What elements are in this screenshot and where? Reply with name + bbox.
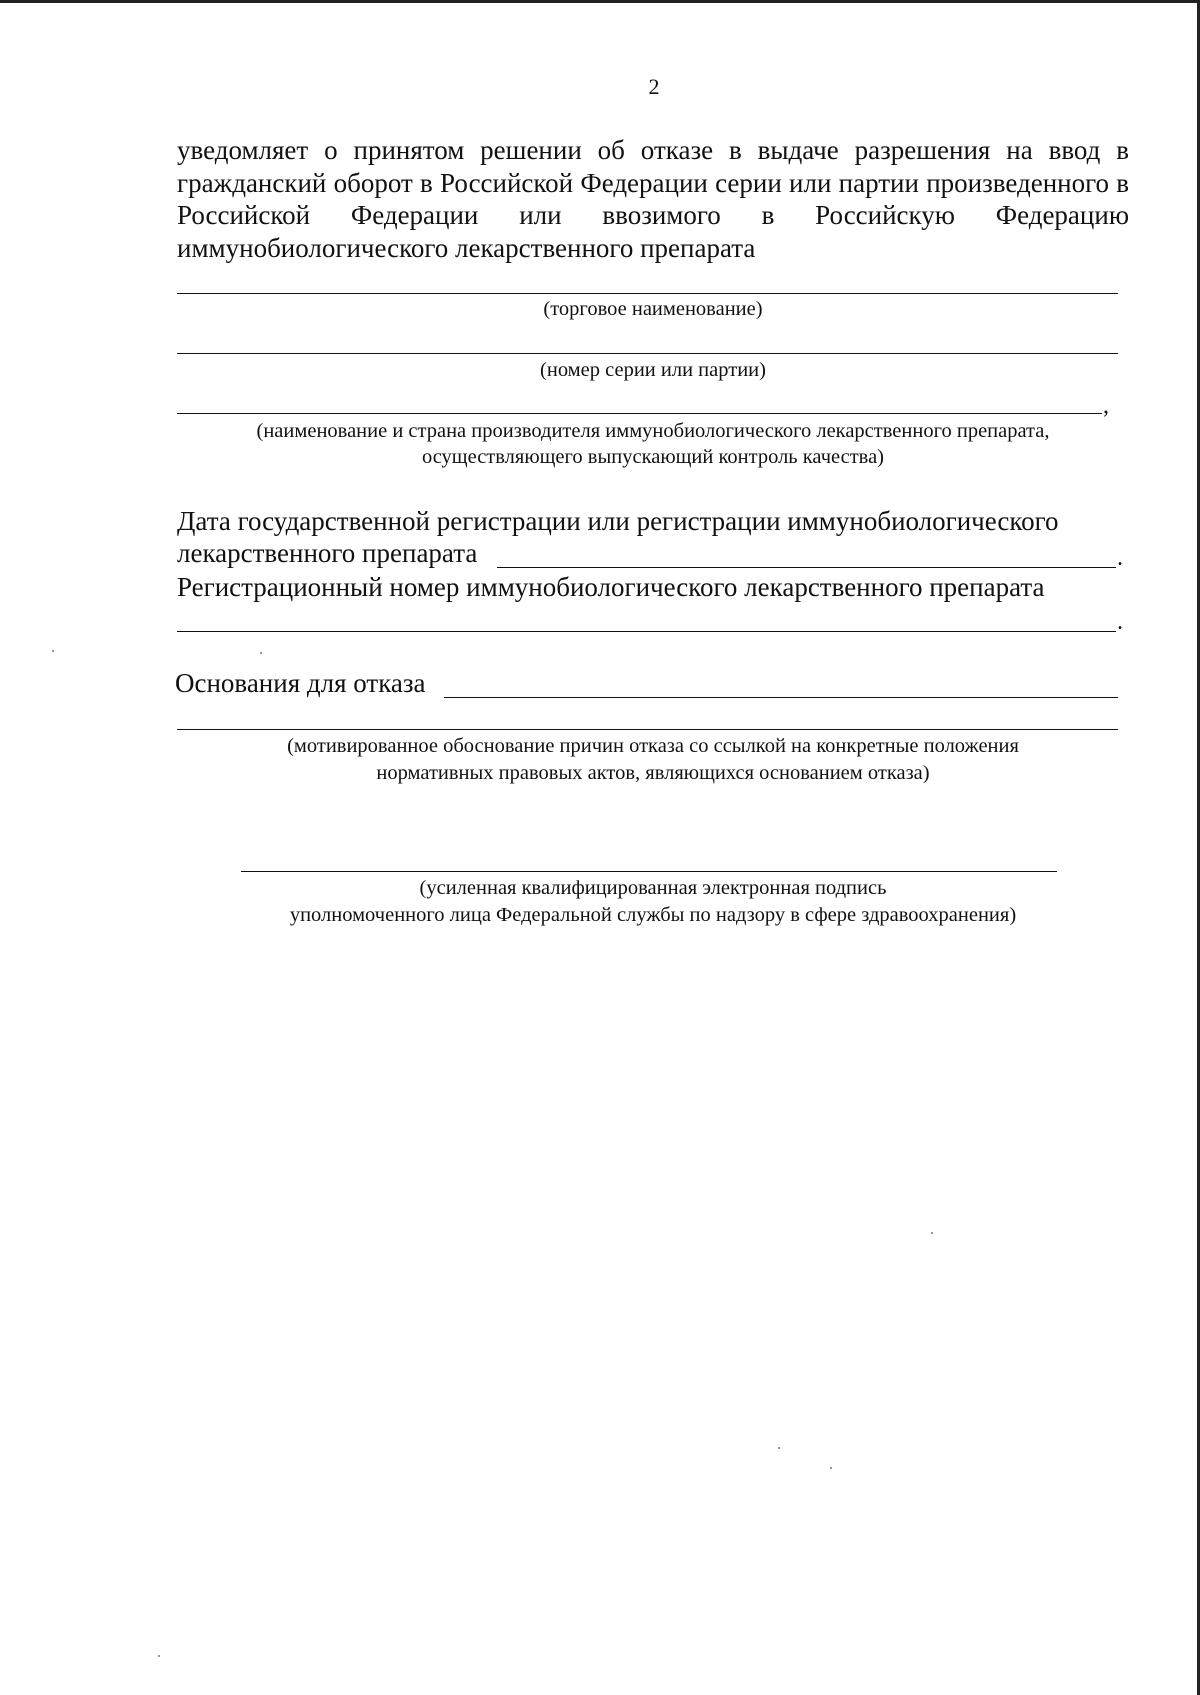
batch-number-line bbox=[177, 353, 1118, 354]
trade-name-caption: (торговое наименование) bbox=[543, 298, 763, 320]
registration-date-label-line2: лекарственного препарата bbox=[177, 538, 478, 568]
manufacturer-line bbox=[177, 413, 1102, 414]
scan-speck bbox=[158, 1655, 160, 1657]
refusal-grounds-line1 bbox=[444, 697, 1118, 698]
scan-speck bbox=[830, 1467, 832, 1469]
registration-number-label: Регистрационный номер иммунобиологического лекарственного препарата bbox=[177, 572, 1045, 602]
registration-date-label-line1: Дата государственной регистрации или регистрации иммунобиологического bbox=[177, 506, 1059, 536]
manufacturer-line-comma: , bbox=[1103, 393, 1109, 419]
scan-speck bbox=[260, 652, 262, 654]
registration-date-line bbox=[497, 567, 1116, 568]
registration-date-period: . bbox=[1117, 545, 1123, 571]
refusal-grounds-line2 bbox=[177, 729, 1118, 730]
intro-paragraph: уведомляет о принятом решении об отказе в выдаче разрешения на ввод в гражданский оборот в Российской Федерации серии или партии произведенного в Российской Федерации или ввозимого в Российскую Федерацию иммунобиологического лекарственного препарата bbox=[177, 135, 1129, 263]
signature-caption-line2: уполномоченного лица Федеральной службы по надзору в сфере здравоохранения) bbox=[289, 904, 1017, 926]
refusal-justification-caption-line1: (мотивированное обоснование причин отказа со ссылкой на конкретные положения bbox=[287, 735, 1019, 757]
scan-speck bbox=[931, 1232, 933, 1234]
trade-name-line bbox=[177, 293, 1118, 294]
signature-caption-line1: (усиленная квалифицированная электронная подпись bbox=[419, 877, 887, 899]
manufacturer-caption-line1: (наименование и страна производителя иммунобиологического лекарственного препарата, bbox=[256, 420, 1050, 442]
signature-line bbox=[241, 871, 1057, 872]
refusal-justification-caption-line2: нормативных правовых актов, являющихся основанием отказа) bbox=[376, 762, 930, 784]
registration-number-period: . bbox=[1117, 609, 1123, 635]
batch-number-caption: (номер серии или партии) bbox=[540, 359, 766, 381]
manufacturer-caption-line2: осуществляющего выпускающий контроль качества) bbox=[421, 446, 885, 468]
registration-number-line bbox=[177, 631, 1116, 632]
scan-speck bbox=[52, 650, 54, 652]
refusal-grounds-label: Основания для отказа bbox=[175, 668, 426, 698]
scan-edge-top bbox=[0, 0, 1200, 3]
scan-speck bbox=[778, 1447, 780, 1449]
page-number: 2 bbox=[648, 74, 660, 99]
